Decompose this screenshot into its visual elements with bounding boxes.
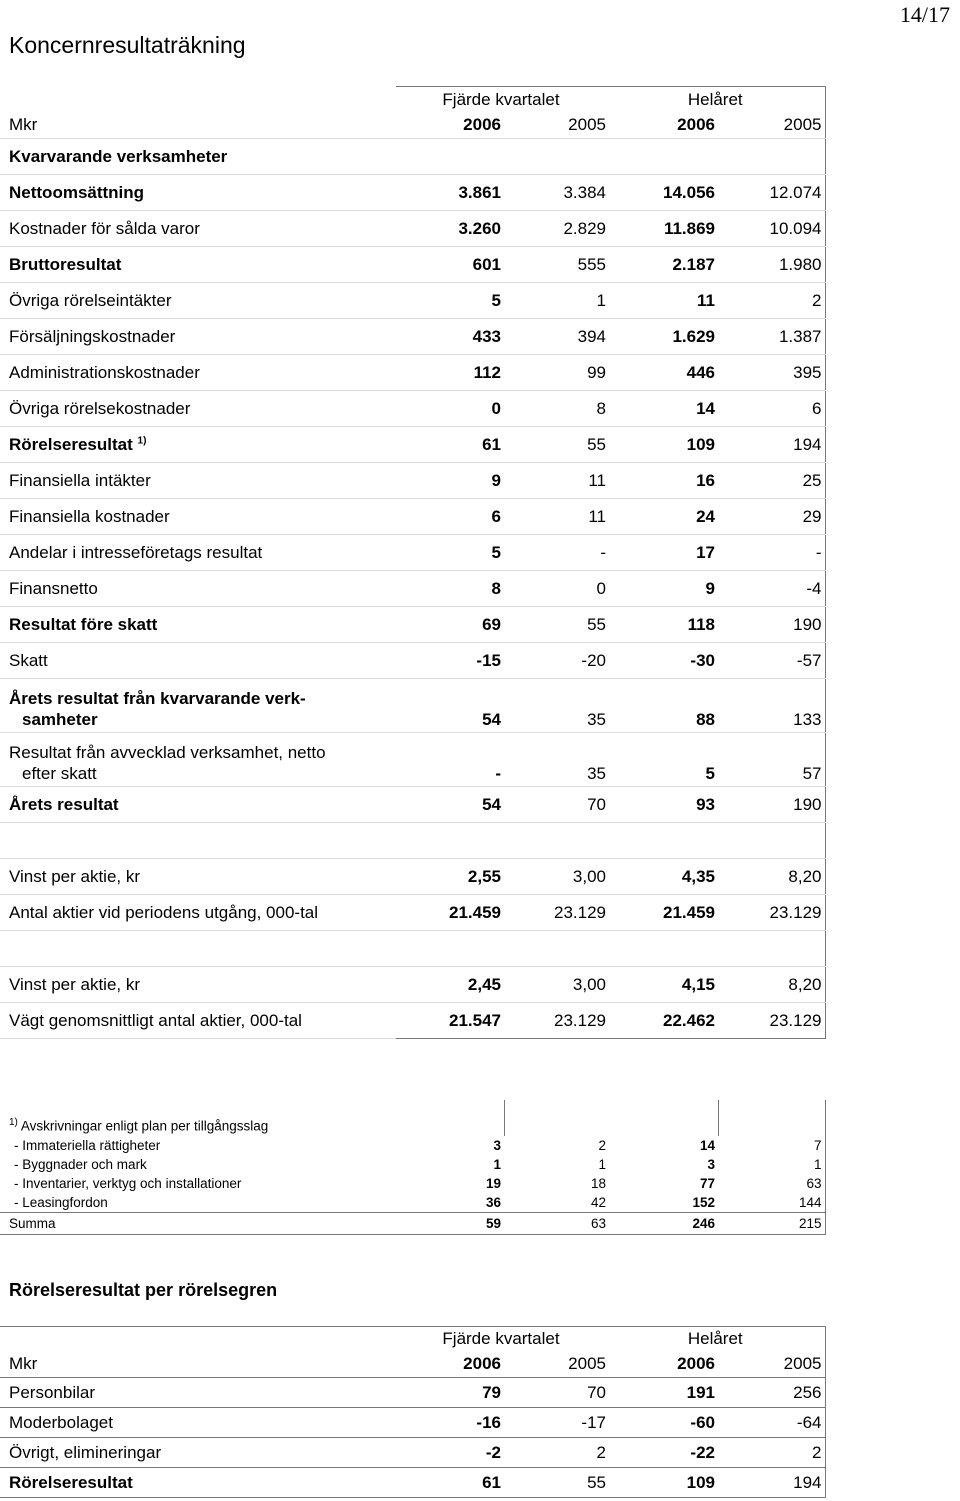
- table-row: Försäljningskostnader 433 394 1.629 1.387: [0, 319, 825, 355]
- table-row: Skatt -15 -20 -30 -57: [0, 643, 825, 679]
- table-row: Årets resultat 54 70 93 190: [0, 787, 825, 823]
- table-row: Finansiella kostnader 6 11 24 29: [0, 499, 825, 535]
- table-row: Andelar i intresseföretags resultat 5 - 17 -: [0, 535, 825, 571]
- table-row: Bruttoresultat 601 555 2.187 1.980: [0, 247, 825, 283]
- table-row: Kostnader för sålda varor 3.260 2.829 11.869 10.094: [0, 211, 825, 247]
- year-header: 2005: [718, 1352, 825, 1378]
- table-row: - Immateriella rättigheter 3 2 14 7: [0, 1136, 825, 1155]
- table-row: Administrationskostnader 112 99 446 395: [0, 355, 825, 391]
- table-row: Vinst per aktie, kr 2,45 3,00 4,15 8,20: [0, 967, 825, 1003]
- table-row: Finansiella intäkter 9 11 16 25: [0, 463, 825, 499]
- table-row: Rörelseresultat 61 55 109 194: [0, 1468, 825, 1498]
- footnote-marker: 1): [9, 1116, 18, 1128]
- table-row: Övrigt, elimineringar -2 2 -22 2: [0, 1438, 825, 1468]
- section-label: Kvarvarande verksamheter: [0, 139, 396, 175]
- table-row: Antal aktier vid periodens utgång, 000-tal 21.459 23.129 21.459 23.129: [0, 895, 825, 931]
- table-row: Nettoomsättning 3.861 3.384 14.056 12.074: [0, 175, 825, 211]
- table-row: Finansnetto 8 0 9 -4: [0, 571, 825, 607]
- page-title: Koncernresultaträkning: [9, 32, 246, 58]
- table-row: - Leasingfordon 36 42 152 144: [0, 1193, 825, 1212]
- table-row: Rörelseresultat $^{1)}$ 61 55 109 194: [0, 427, 825, 463]
- table-row: - Byggnader och mark 1 1 3 1: [0, 1155, 825, 1174]
- year-header: 2005: [718, 113, 825, 139]
- period-header-year: Helåret: [609, 1327, 825, 1352]
- footnote-title: Avskrivningar enligt plan per tillgångsslag: [20, 1118, 269, 1133]
- depreciation-footnote-table: [0, 1100, 826, 1235]
- table-row: Övriga rörelsekostnader 0 8 14 6: [0, 391, 825, 427]
- table-row: Resultat från avvecklad verksamhet, netto efter skatt - 35 5 57: [0, 733, 825, 787]
- year-header: 2006: [609, 113, 718, 139]
- segment-section-title: Rörelseresultat per rörelsegren: [9, 1280, 278, 1300]
- table-row: - Inventarier, verktyg och installationer 19 18 77 63: [0, 1174, 825, 1193]
- table-row: Resultat före skatt 69 55 118 190: [0, 607, 825, 643]
- period-header-year: Helåret: [609, 87, 825, 113]
- table-row: Övriga rörelseintäkter 5 1 11 2: [0, 283, 825, 319]
- year-header: 2006: [396, 113, 504, 139]
- year-header: 2005: [504, 1352, 609, 1378]
- table-row: Vinst per aktie, kr 2,55 3,00 4,35 8,20: [0, 859, 825, 895]
- table-row: Moderbolaget -16 -17 -60 -64: [0, 1408, 825, 1438]
- table-row: Vägt genomsnittligt antal aktier, 000-tal 21.547 23.129 22.462 23.129: [0, 1003, 825, 1039]
- segment-table: [0, 1326, 826, 1498]
- unit-label: Mkr: [0, 1352, 396, 1378]
- year-header: 2006: [609, 1352, 718, 1378]
- page-number: 14/17: [899, 2, 950, 27]
- period-header-quarter: Fjärde kvartalet: [396, 87, 609, 113]
- table-row: Årets resultat från kvarvarande verk- samheter 54 35 88 133: [0, 679, 825, 733]
- year-header: 2005: [504, 113, 609, 139]
- period-header-quarter: Fjärde kvartalet: [396, 1327, 609, 1352]
- footnote-marker: 1): [137, 434, 147, 446]
- income-statement-table: [0, 86, 826, 1039]
- unit-label: Mkr: [0, 113, 396, 139]
- table-row: Personbilar 79 70 191 256: [0, 1378, 825, 1408]
- table-row: Summa 59 63 246 215: [0, 1212, 825, 1234]
- year-header: 2006: [396, 1352, 504, 1378]
